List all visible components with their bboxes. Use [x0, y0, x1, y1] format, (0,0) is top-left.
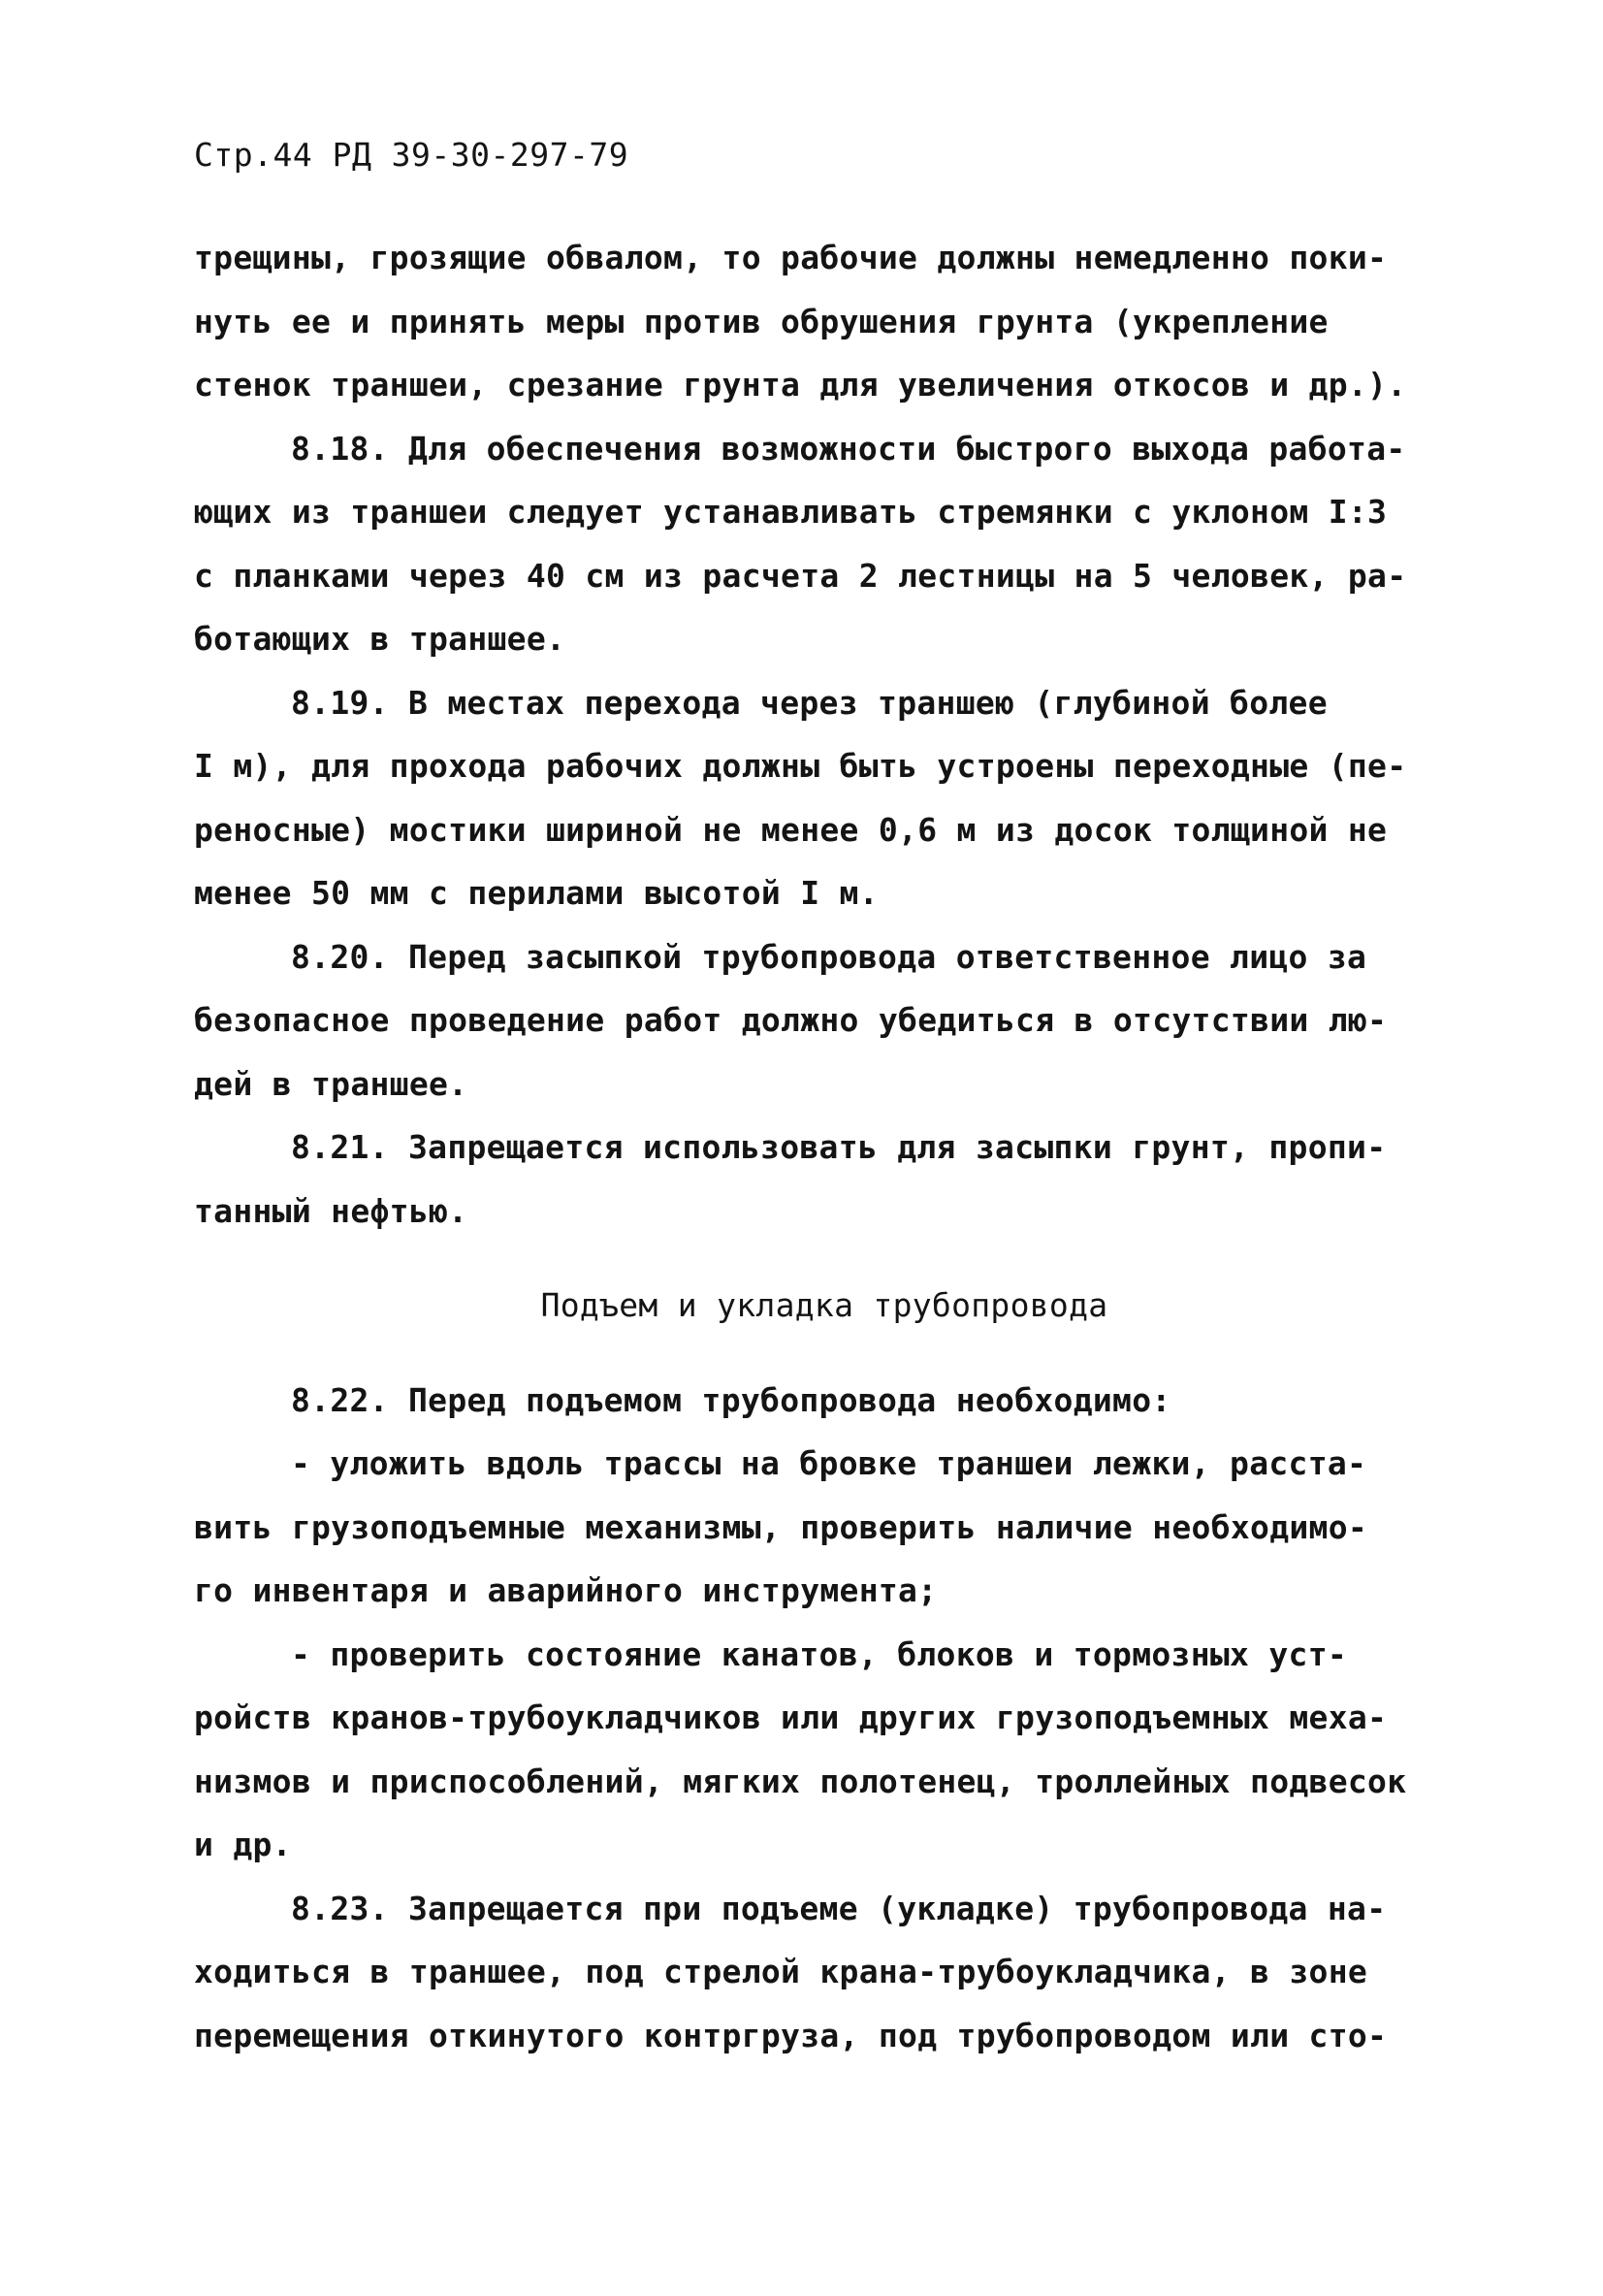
list-item-start: - уложить вдоль трассы на бровке траншеи лежки, расста- [291, 1444, 1367, 1482]
paragraph-8-23-start: 8.23. Запрещается при подъеме (укладке) трубопровода на- [291, 1889, 1387, 1927]
text-line: безопасное проведение работ должно убедиться в отсутствии лю- [194, 1001, 1388, 1039]
text-line: трещины, грозящие обвалом, то рабочие должны немедленно поки- [194, 239, 1388, 276]
document-body [194, 226, 1416, 2067]
text-line: низмов и приспособлений, мягких полотенец, троллейных подвесок [194, 1762, 1407, 1800]
text-line: менее 50 мм с перилами высотой I м. [194, 874, 879, 912]
text-line: го инвентаря и аварийного инструмента; [194, 1571, 938, 1609]
text-line: ющих из траншеи следует устанавливать стремянки с уклоном I:3 [194, 493, 1388, 531]
text-line: нуть ее и принять меры против обрушения грунта (укрепление [194, 302, 1329, 340]
text-line: дей в траншее. [194, 1064, 468, 1103]
text-line: I м), для прохода рабочих должны быть устроены переходные (пе- [194, 747, 1407, 785]
text-line: и др. [194, 1826, 292, 1863]
page-header: Стр.44 РД 39-30-297-79 [194, 136, 629, 174]
text-line: ройств кранов-трубоукладчиков или других грузоподъемных меха- [194, 1698, 1388, 1736]
paragraph-8-21-start: 8.21. Запрещается использовать для засыпки грунт, пропи- [291, 1128, 1387, 1166]
paragraph-8-20-start: 8.20. Перед засыпкой трубопровода ответственное лицо за [291, 937, 1367, 976]
text-line: перемещения откинутого контргруза, под трубопроводом или сто- [194, 2016, 1388, 2054]
text-line: реносные) мостики шириной не менее 0,6 м из досок толщиной не [194, 810, 1388, 849]
section-heading: Подъем и укладка трубопровода [540, 1286, 1108, 1324]
text-line: стенок траншеи, срезание грунта для увеличения откосов и др.). [194, 366, 1407, 404]
text-line: с планками через 40 см из расчета 2 лестницы на 5 человек, ра- [194, 556, 1407, 595]
text-line: ходиться в траншее, под стрелой крана-трубоукладчика, в зоне [194, 1953, 1368, 1990]
text-line: ботающих в траншее. [194, 620, 566, 658]
paragraph-8-22-start: 8.22. Перед подъемом трубопровода необходимо: [291, 1380, 1171, 1419]
paragraph-8-19-start: 8.19. В местах перехода через траншею (глубиной более [291, 683, 1328, 722]
text-line: вить грузоподъемные механизмы, проверить наличие необходимо- [194, 1507, 1368, 1546]
paragraph-8-18-start: 8.18. Для обеспечения возможности быстрого выхода работа- [291, 429, 1406, 468]
text-line: танный нефтью. [194, 1191, 468, 1230]
list-item-start: - проверить состояние канатов, блоков и тормозных уст- [291, 1634, 1348, 1673]
